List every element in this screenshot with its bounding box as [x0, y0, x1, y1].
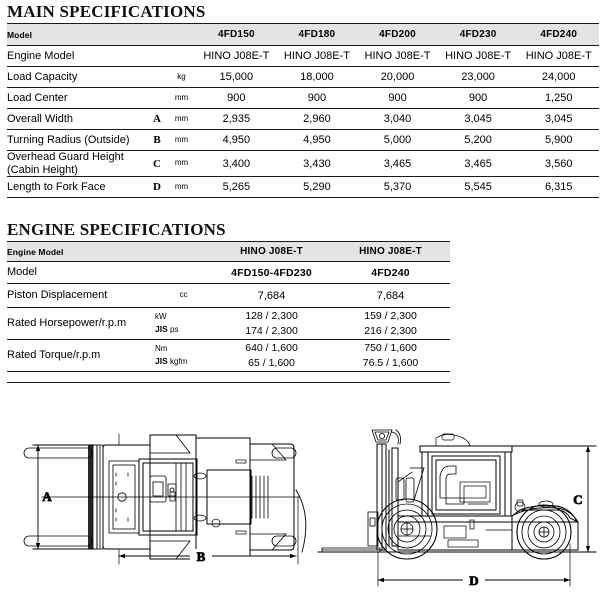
- side-panel-details: [398, 520, 512, 547]
- section-title-engine: ENGINE SPECIFICATIONS: [7, 220, 226, 239]
- row-label-line-1: Overhead Guard Height: [7, 151, 124, 164]
- cell-value: HINO J08E-T: [438, 46, 519, 67]
- row-letter-c: C: [147, 151, 167, 177]
- cabin-roof-accessories: [436, 434, 470, 446]
- row-letter-d: D: [147, 177, 167, 198]
- table-row: [7, 88, 599, 109]
- cell-value: 3,465: [357, 151, 438, 177]
- table-row: [7, 284, 450, 308]
- value-line-1: 128 / 2,300: [245, 309, 298, 322]
- engine-specifications-heading: [7, 221, 226, 238]
- table-row: [7, 151, 599, 177]
- row-unit: mm: [167, 177, 196, 198]
- row-label-model: Model: [7, 262, 212, 284]
- cell-value: 20,000: [357, 67, 438, 88]
- cell-value-stack: [331, 308, 450, 340]
- table-header-row: [7, 24, 599, 46]
- row-unit: mm: [167, 88, 196, 109]
- cell-value: 3,430: [277, 151, 358, 177]
- cell-value: 1,250: [518, 88, 599, 109]
- table-row: [7, 262, 450, 284]
- cell-value: 2,960: [277, 109, 358, 130]
- cell-value: 7,684: [212, 284, 331, 308]
- row-label-load-center: Load Center: [7, 88, 147, 109]
- cell-value-model-range: 4FD240: [331, 262, 450, 284]
- column-header-4fd230: 4FD230: [438, 24, 519, 46]
- rear-steer-wheel: [517, 505, 571, 559]
- cell-value: HINO J08E-T: [357, 46, 438, 67]
- cell-value: 18,000: [277, 67, 358, 88]
- unit-prefix-jis: JIS: [155, 324, 168, 334]
- cell-value-stack: [331, 340, 450, 372]
- value-line-2: 216 / 2,300: [364, 324, 417, 337]
- cell-value: 900: [438, 88, 519, 109]
- table-row: [7, 46, 599, 67]
- engine-table-bottom-rule: [7, 382, 450, 383]
- steering-column: [406, 468, 424, 502]
- row-unit: mm: [167, 130, 196, 151]
- row-letter: [147, 67, 167, 88]
- cell-value: 900: [357, 88, 438, 109]
- value-line-1: 750 / 1,600: [364, 341, 417, 354]
- row-label-overhead-guard-height: [7, 151, 147, 177]
- row-label-rated-horsepower: Rated Horsepower/r.p.m: [7, 308, 155, 340]
- row-label-line-2: (Cabin Height): [7, 163, 78, 176]
- cell-value-stack: [212, 340, 331, 372]
- overhead-guard-cabin: [420, 446, 512, 516]
- table-row: [7, 109, 599, 130]
- cell-value: 900: [196, 88, 277, 109]
- column-header-4fd240: 4FD240: [518, 24, 599, 46]
- column-header-model: Model: [7, 24, 196, 46]
- cell-value-stack: [212, 308, 331, 340]
- row-label-load-capacity: Load Capacity: [7, 67, 147, 88]
- cell-value: 3,560: [518, 151, 599, 177]
- unit-line-1: kW: [155, 312, 167, 322]
- cell-value-model-range: 4FD150-4FD230: [212, 262, 331, 284]
- row-label-overall-width: Overall Width: [7, 109, 147, 130]
- dashboard-console: [460, 482, 490, 504]
- value-line-1: 159 / 2,300: [364, 309, 417, 322]
- cell-value: 5,545: [438, 177, 519, 198]
- row-unit: kg: [167, 67, 196, 88]
- technical-drawings: [0, 404, 610, 605]
- unit-prefix-jis: JIS: [155, 356, 168, 366]
- dimension-b-witness-lines: [119, 434, 298, 564]
- main-specifications-heading: [7, 3, 206, 20]
- dimension-label-d: D: [469, 573, 479, 588]
- cell-value: 5,200: [438, 130, 519, 151]
- row-unit-cc: cc: [155, 284, 212, 308]
- cell-value: 5,265: [196, 177, 277, 198]
- cell-value: 4,950: [196, 130, 277, 151]
- unit-line-2: ps: [170, 325, 179, 334]
- forklift-top-view: [24, 434, 306, 564]
- engine-specifications-table: [7, 241, 450, 372]
- unit-line-2: kgfm: [170, 357, 188, 366]
- cell-value: 24,000: [518, 67, 599, 88]
- engine-table-header-row: [7, 242, 450, 262]
- cell-value: 3,465: [438, 151, 519, 177]
- cabin-interior: [150, 476, 176, 502]
- main-specifications-table: [7, 23, 599, 198]
- column-header-4fd150: 4FD150: [196, 24, 277, 46]
- dimension-label-b: B: [196, 549, 206, 564]
- row-unit-stack: [155, 308, 212, 340]
- dimension-label-a: A: [42, 489, 52, 504]
- cell-value: 5,000: [357, 130, 438, 151]
- mast-top-head: [372, 430, 401, 444]
- cell-value: HINO J08E-T: [518, 46, 599, 67]
- row-letter-b: B: [147, 130, 167, 151]
- table-row: [7, 177, 599, 198]
- column-header-engine-1: HINO J08E-T: [212, 242, 331, 262]
- table-row: [7, 308, 450, 340]
- row-label-length-to-fork-face: Length to Fork Face: [7, 177, 147, 198]
- row-letter-a: A: [147, 109, 167, 130]
- value-line-2: 174 / 2,300: [245, 324, 298, 337]
- row-letter: [147, 88, 167, 109]
- column-header-engine-model: Engine Model: [7, 242, 212, 262]
- cell-value: 5,900: [518, 130, 599, 151]
- value-line-1: 640 / 1,600: [245, 341, 298, 354]
- turning-radius-arc: [296, 490, 306, 552]
- cell-value: 3,040: [357, 109, 438, 130]
- row-label-piston-displacement: Piston Displacement: [7, 284, 155, 308]
- drawings-svg: [0, 404, 610, 605]
- row-label-turning-radius: Turning Radius (Outside): [7, 130, 147, 151]
- cell-value: 4,950: [277, 130, 358, 151]
- cell-value: 900: [277, 88, 358, 109]
- table-row: [7, 130, 599, 151]
- cell-value: 23,000: [438, 67, 519, 88]
- cell-value: 5,370: [357, 177, 438, 198]
- unit-line-1: Nm: [155, 344, 168, 354]
- column-header-4fd200: 4FD200: [357, 24, 438, 46]
- row-unit: mm: [167, 151, 196, 177]
- cell-value: 5,290: [277, 177, 358, 198]
- cell-value: 6,315: [518, 177, 599, 198]
- cell-value: 15,000: [196, 67, 277, 88]
- table-row: [7, 340, 450, 372]
- cell-value: 3,045: [518, 109, 599, 130]
- operator-seat: [440, 466, 464, 504]
- forklift-side-view: [318, 430, 596, 588]
- cell-value: 3,045: [438, 109, 519, 130]
- fork-blade: [322, 548, 380, 552]
- row-label-rated-torque: Rated Torque/r.p.m: [7, 340, 155, 372]
- value-line-2: 76.5 / 1,600: [362, 356, 419, 369]
- cell-value: HINO J08E-T: [277, 46, 358, 67]
- cell-value: HINO J08E-T: [196, 46, 277, 67]
- value-line-2: 65 / 1,600: [248, 356, 295, 369]
- column-header-engine-2: HINO J08E-T: [331, 242, 450, 262]
- table-row: [7, 67, 599, 88]
- cell-value: 7,684: [331, 284, 450, 308]
- page-title: MAIN SPECIFICATIONS: [7, 2, 206, 21]
- dimension-label-c: C: [573, 492, 583, 507]
- row-label-engine-model: Engine Model: [7, 46, 196, 67]
- column-header-4fd180: 4FD180: [277, 24, 358, 46]
- row-unit: mm: [167, 109, 196, 130]
- row-unit-stack: [155, 340, 212, 372]
- cell-value: 3,400: [196, 151, 277, 177]
- cell-value: 2,935: [196, 109, 277, 130]
